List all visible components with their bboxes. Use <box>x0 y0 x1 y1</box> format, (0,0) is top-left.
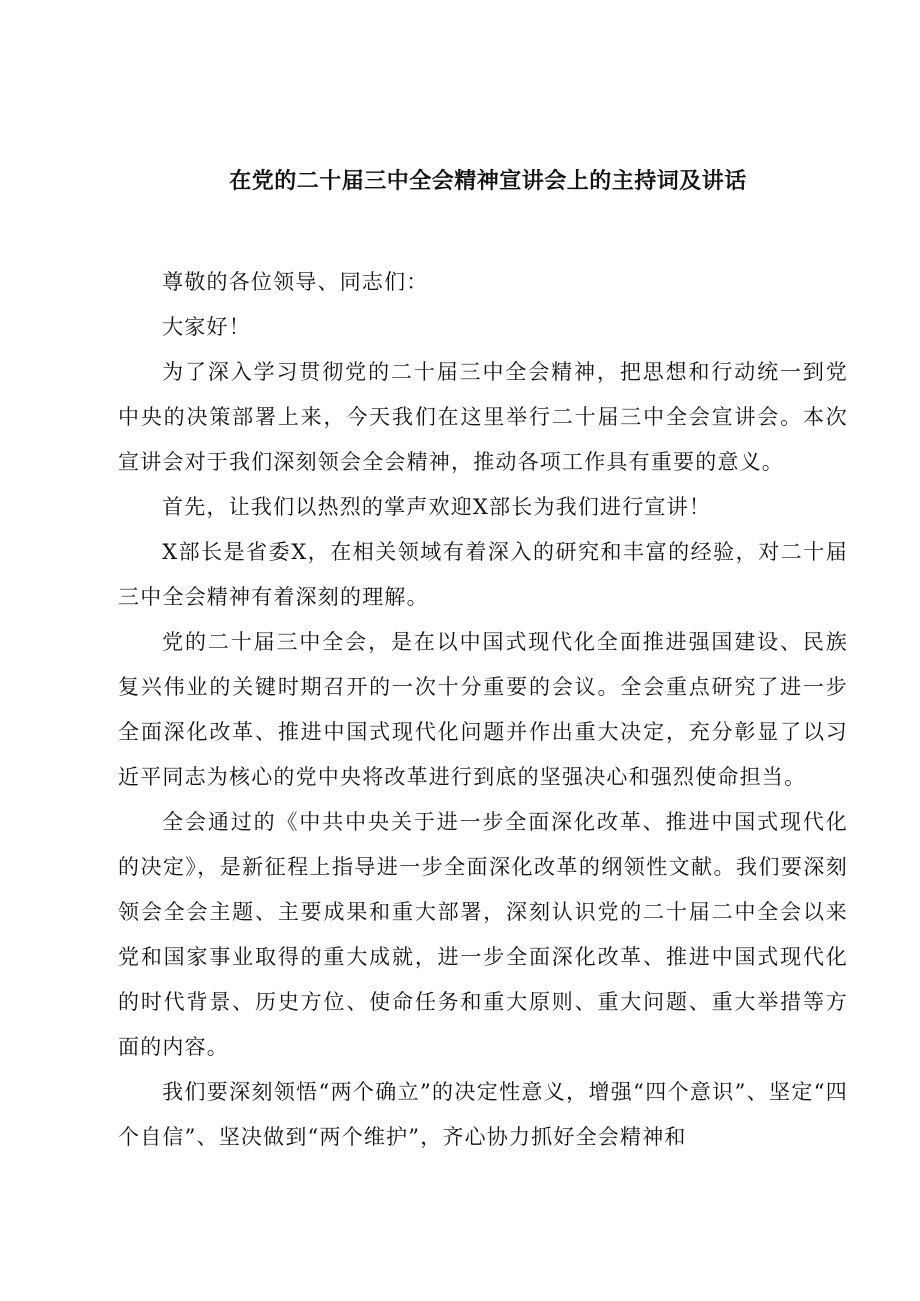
body-paragraph: 首先，让我们以热烈的掌声欢迎X部长为我们进行宣讲！ <box>162 495 712 519</box>
greeting-paragraph: 尊敬的各位领导、同志们： <box>162 270 429 294</box>
hello-paragraph: 大家好！ <box>162 315 251 339</box>
body-paragraph: 我们要深刻领悟“两个确立”的决定性意义，增强“四个意识”、坚定“四个自信”、坚决做到“两个维护”，齐心协力抓好全会精神和 <box>118 1080 848 1149</box>
body-paragraph: 为了深入学习贯彻党的二十届三中全会精神，把思想和行动统一到党中央的决策部署上来，今天我们在这里举行二十届三中全会宣讲会。本次宣讲会对于我们深刻领会全会精神，推动各项工作具有重要的意义。 <box>118 360 848 474</box>
body-paragraph: 党的二十届三中全会，是在以中国式现代化全面推进强国建设、民族复兴伟业的关键时期召开的一次十分重要的会议。全会重点研究了进一步全面深化改革、推进中国式现代化问题并作出重大决定，充分彰显了以习近平同志为核心的党中央将改革进行到底的坚强决心和强烈使命担当。 <box>118 630 848 789</box>
body-paragraph: X部长是省委X，在相关领域有着深入的研究和丰富的经验，对二十届三中全会精神有着深刻的理解。 <box>118 540 848 609</box>
document-title: 在党的二十届三中全会精神宣讲会上的主持词及讲话 <box>229 169 747 194</box>
body-paragraph: 全会通过的《中共中央关于进一步全面深化改革、推进中国式现代化的决定》，是新征程上指导进一步全面深化改革的纲领性文献。我们要深刻领会全会主题、主要成果和重大部署，深刻认识党的二十届二中全会以来党和国家事业取得的重大成就，进一步全面深化改革、推进中国式现代化的时代背景、历史方位、使命任务和重大原则、重大问题、重大举措等方面的内容。 <box>118 810 848 1059</box>
